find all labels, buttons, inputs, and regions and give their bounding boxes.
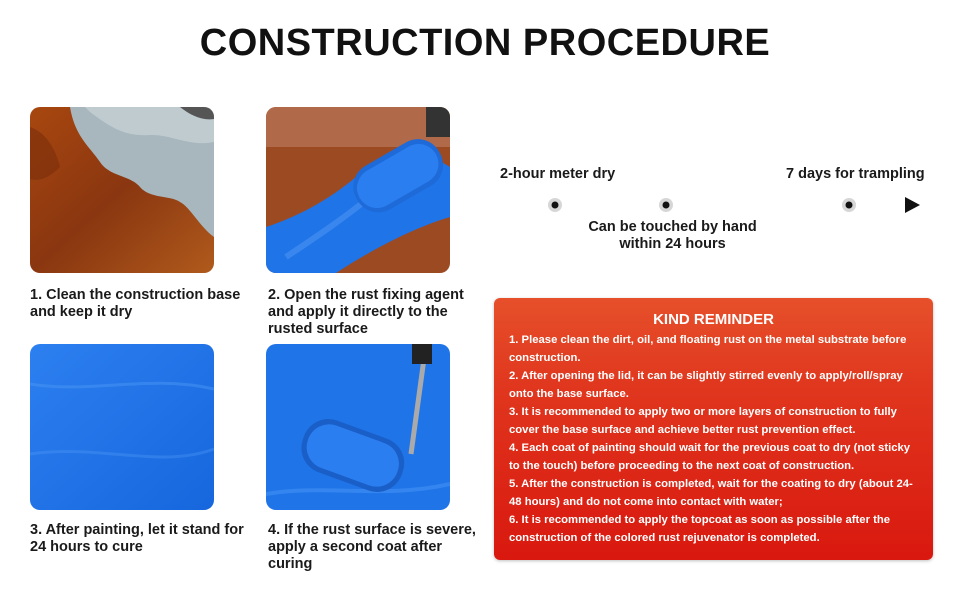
timeline-end-label: 7 days for trampling [786, 166, 925, 182]
reminder-item: 5. After the construction is completed, wait for the coating to dry (about 24-48 hours) and do not come into contact with water; [509, 478, 913, 508]
timeline-middle-label: Can be touched by hand within 24 hours [588, 219, 757, 252]
reminder-item: 3. It is recommended to apply two or more layers of construction to fully cover the base surface and achieve better rust prevention effect. [509, 406, 897, 436]
step-4-photo [266, 344, 450, 510]
reminder-item: 6. It is recommended to apply the topcoat as soon as possible after the construction of the colored rust rejuvenator is completed. [509, 514, 891, 544]
step-3-photo [30, 344, 214, 510]
timeline-arrow [500, 191, 930, 221]
reminder-item: 2. After opening the lid, it can be slightly stirred evenly to apply/roll/spray onto the base surface. [509, 370, 903, 400]
step-4-caption: 4. If the rust surface is severe, apply a second coat after curing [268, 522, 476, 572]
reminder-item: 1. Please clean the dirt, oil, and floating rust on the metal substrate before construction. [509, 334, 907, 364]
kind-reminder-box [494, 298, 933, 560]
timeline-start-label: 2-hour meter dry [500, 166, 616, 182]
step-1-photo [30, 107, 214, 273]
step-1-caption: 1. Clean the construction base and keep it dry [30, 287, 241, 320]
step-2-caption: 2. Open the rust fixing agent and apply it directly to the rusted surface [268, 287, 464, 337]
reminder-item: 4. Each coat of painting should wait for the previous coat to dry (not sticky to the touch) before proceeding to the next coat of construction. [509, 442, 911, 472]
timeline [500, 160, 930, 260]
step-2-photo [266, 107, 450, 273]
step-3-caption: 3. After painting, let it stand for 24 hours to cure [30, 522, 244, 555]
page-title: CONSTRUCTION PROCEDURE [199, 22, 771, 64]
reminder-list [509, 331, 921, 547]
reminder-title: KIND REMINDER [653, 311, 774, 328]
